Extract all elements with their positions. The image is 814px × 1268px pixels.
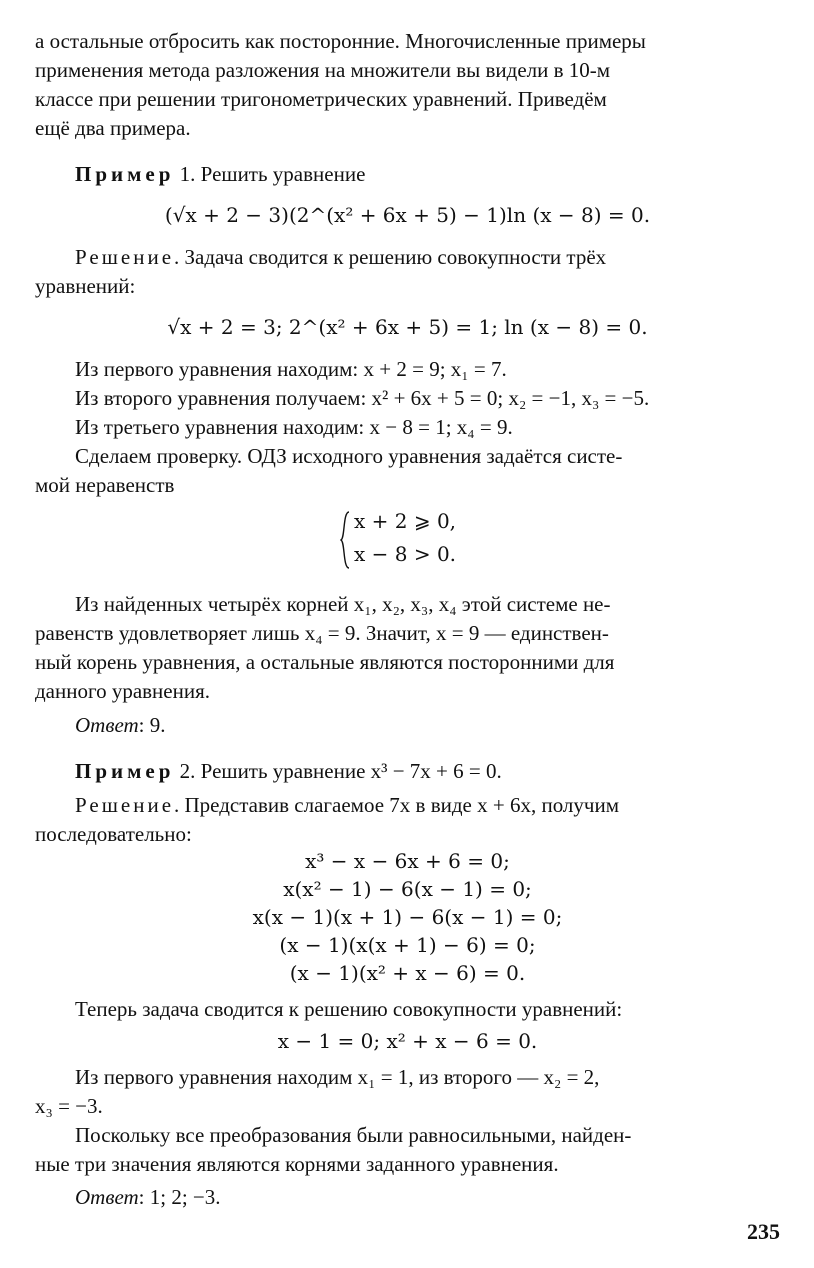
example-task: 2. Решить уравнение x³ − 7x + 6 = 0. [174, 759, 502, 783]
inequality-system [340, 507, 457, 569]
conclusion-line: данного уравнения. [35, 679, 211, 703]
solution-label: Решение [75, 793, 175, 817]
solution-text-cont: уравнений: [35, 274, 136, 298]
conclusion-line: Из найденных четырёх корней x₁, x₂, x₃, x₄ этой системе не- [75, 592, 611, 616]
derivation-line: x(x² − 1) − 6(x − 1) = 0; [283, 877, 532, 901]
solution-label: Решение [75, 245, 175, 269]
reduce-line: Теперь задача сводится к решению совокупности уравнений: [75, 997, 623, 1021]
derivation-line: x(x − 1)(x + 1) − 6(x − 1) = 0; [252, 905, 563, 929]
answer-label: Ответ [75, 1185, 139, 1209]
step-line: Из второго уравнения получаем: x² + 6x + 5 = 0; x₂ = −1, x₃ = −5. [75, 386, 650, 410]
answer-value: : 9. [138, 713, 166, 737]
final-line: ные три значения являются корнями заданного уравнения. [35, 1152, 559, 1176]
example-2-solution-line [75, 791, 780, 820]
intro-line: а остальные отбросить как посторонние. Многочисленные примеры [35, 29, 646, 53]
equation-set: √x + 2 = 3; 2^(x² + 6x + 5) = 1; ln (x − 8) = 0. [167, 315, 648, 339]
step-line: Из первого уравнения находим: x + 2 = 9; x₁ = 7. [75, 357, 507, 381]
roots-line: Из первого уравнения находим x₁ = 1, из второго — x₂ = 2, [75, 1065, 600, 1089]
example-2-answer [75, 1183, 814, 1212]
example-1-equation: (√x + 2 − 3)(2^(x² + 6x + 5) − 1)ln (x − 8) = 0. [164, 203, 651, 227]
solution-text: . Представив слагаемое 7x в виде x + 6x, получим [174, 793, 619, 817]
example-2-heading [75, 757, 814, 786]
check-line: мой неравенств [35, 473, 175, 497]
example-1-solution-line [75, 243, 780, 272]
example-1-answer [75, 711, 814, 740]
derivation-line: x³ − x − 6x + 6 = 0; [305, 849, 510, 873]
answer-value: : 1; 2; −3. [138, 1185, 221, 1209]
example-label: Пример [75, 759, 175, 783]
solution-text: . Задача сводится к решению совокупности трёх [174, 245, 607, 269]
example-label: Пример [75, 162, 175, 186]
page-number: 235 [747, 1219, 780, 1244]
intro-line: ещё два примера. [35, 116, 191, 140]
derivation-line: (x − 1)(x² + x − 6) = 0. [289, 961, 526, 985]
equation-set: x − 1 = 0; x² + x − 6 = 0. [277, 1029, 538, 1053]
system-inequality: x − 8 > 0. [354, 542, 457, 566]
answer-label: Ответ [75, 713, 139, 737]
final-line: Поскольку все преобразования были равносильными, найден- [75, 1123, 632, 1147]
example-task: 1. Решить уравнение [174, 162, 366, 186]
example-1-heading [75, 160, 814, 189]
solution-text-cont: последовательно: [35, 822, 192, 846]
conclusion-line: равенств удовлетворяет лишь x₄ = 9. Значит, x = 9 — единствен- [35, 621, 609, 645]
step-line: Из третьего уравнения находим: x − 8 = 1; x₄ = 9. [75, 415, 513, 439]
roots-line: x₃ = −3. [35, 1094, 103, 1118]
derivation-line: (x − 1)(x(x + 1) − 6) = 0; [279, 933, 536, 957]
conclusion-line: ный корень уравнения, а остальные являются посторонними для [35, 650, 615, 674]
intro-line: применения метода разложения на множители вы видели в 10-м [35, 58, 611, 82]
check-line: Сделаем проверку. ОДЗ исходного уравнения задаётся систе- [75, 444, 623, 468]
system-inequality: x + 2 ⩾ 0, [354, 509, 457, 533]
brace-icon [340, 511, 350, 569]
intro-line: классе при решении тригонометрических уравнений. Приведём [35, 87, 607, 111]
